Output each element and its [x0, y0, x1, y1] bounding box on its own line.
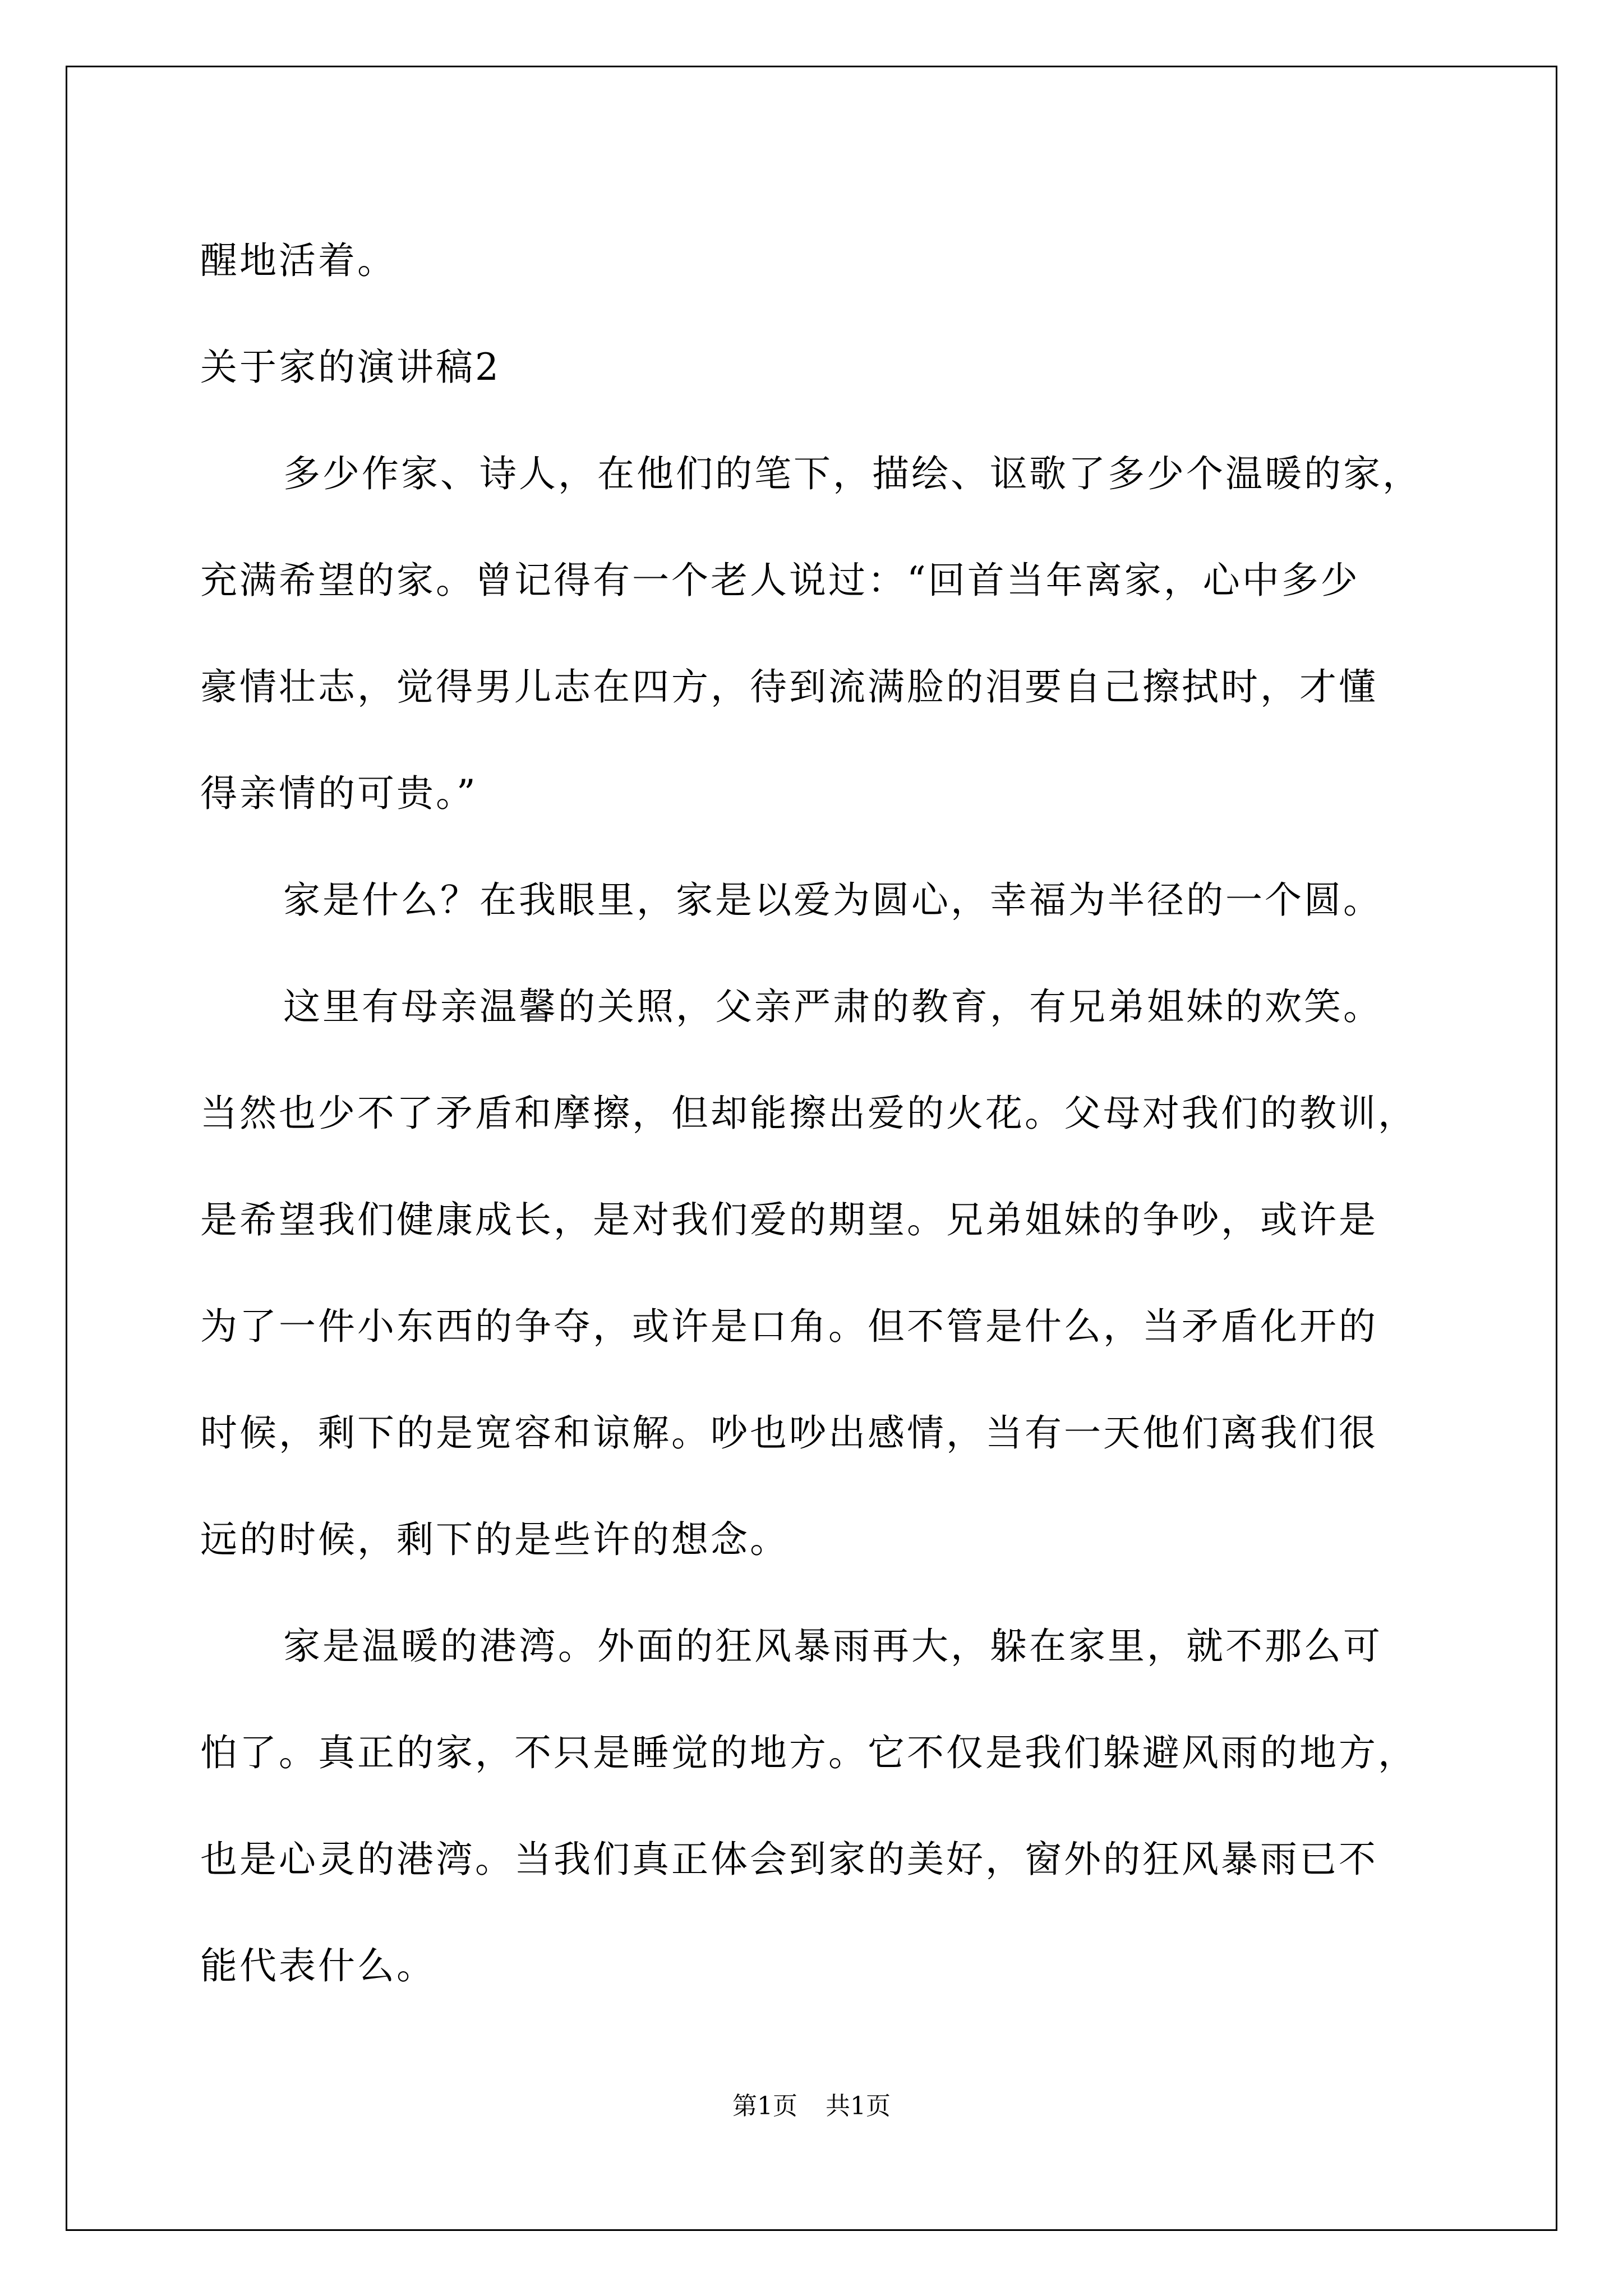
text-line-4: 充满希望的家。曾记得有一个老人说过：“回首当年离家，心中多少	[200, 559, 1360, 602]
text-line-12: 时候，剩下的是宽容和谅解。吵也吵出感情，当有一天他们离我们很	[200, 1411, 1378, 1455]
page-number: 第1页	[732, 2092, 797, 2120]
text-line-6: 得亲情的可贵。”	[200, 772, 478, 815]
text-line-10: 是希望我们健康成长，是对我们爱的期望。兄弟姐妹的争吵，或许是	[200, 1198, 1378, 1241]
page-footer	[0, 2090, 1623, 2123]
text-line-14: 家是温暖的港湾。外面的狂风暴雨再大，躲在家里，就不那么可	[283, 1625, 1382, 1668]
page-total: 共1页	[826, 2092, 891, 2120]
text-line-7: 家是什么？在我眼里，家是以爱为圆心，幸福为半径的一个圆。	[283, 878, 1382, 922]
text-line-11: 为了一件小东西的争夺，或许是口角。但不管是什么，当矛盾化开的	[200, 1305, 1378, 1348]
text-line-5: 豪情壮志，觉得男儿志在四方，待到流满脸的泪要自己擦拭时，才懂	[200, 665, 1378, 708]
text-line-1: 醒地活着。	[200, 239, 396, 282]
text-line-9: 当然也少不了矛盾和摩擦，但却能擦出爱的火花。父母对我们的教训，	[200, 1092, 1417, 1135]
text-line-8: 这里有母亲温馨的关照，父亲严肃的教育，有兄弟姐妹的欢笑。	[283, 985, 1382, 1028]
document-body	[200, 208, 1434, 2019]
text-line-15: 怕了。真正的家，不只是睡觉的地方。它不仅是我们躲避风雨的地方，	[200, 1731, 1417, 1774]
text-line-13: 远的时候，剩下的是些许的想念。	[200, 1518, 789, 1561]
text-line-3: 多少作家、诗人，在他们的笔下，描绘、讴歌了多少个温暖的家，	[283, 452, 1422, 495]
text-line-16: 也是心灵的港湾。当我们真正体会到家的美好，窗外的狂风暴雨已不	[200, 1838, 1378, 1881]
text-line-17: 能代表什么。	[200, 1944, 436, 1987]
section-title: 关于家的演讲稿2	[200, 346, 501, 389]
